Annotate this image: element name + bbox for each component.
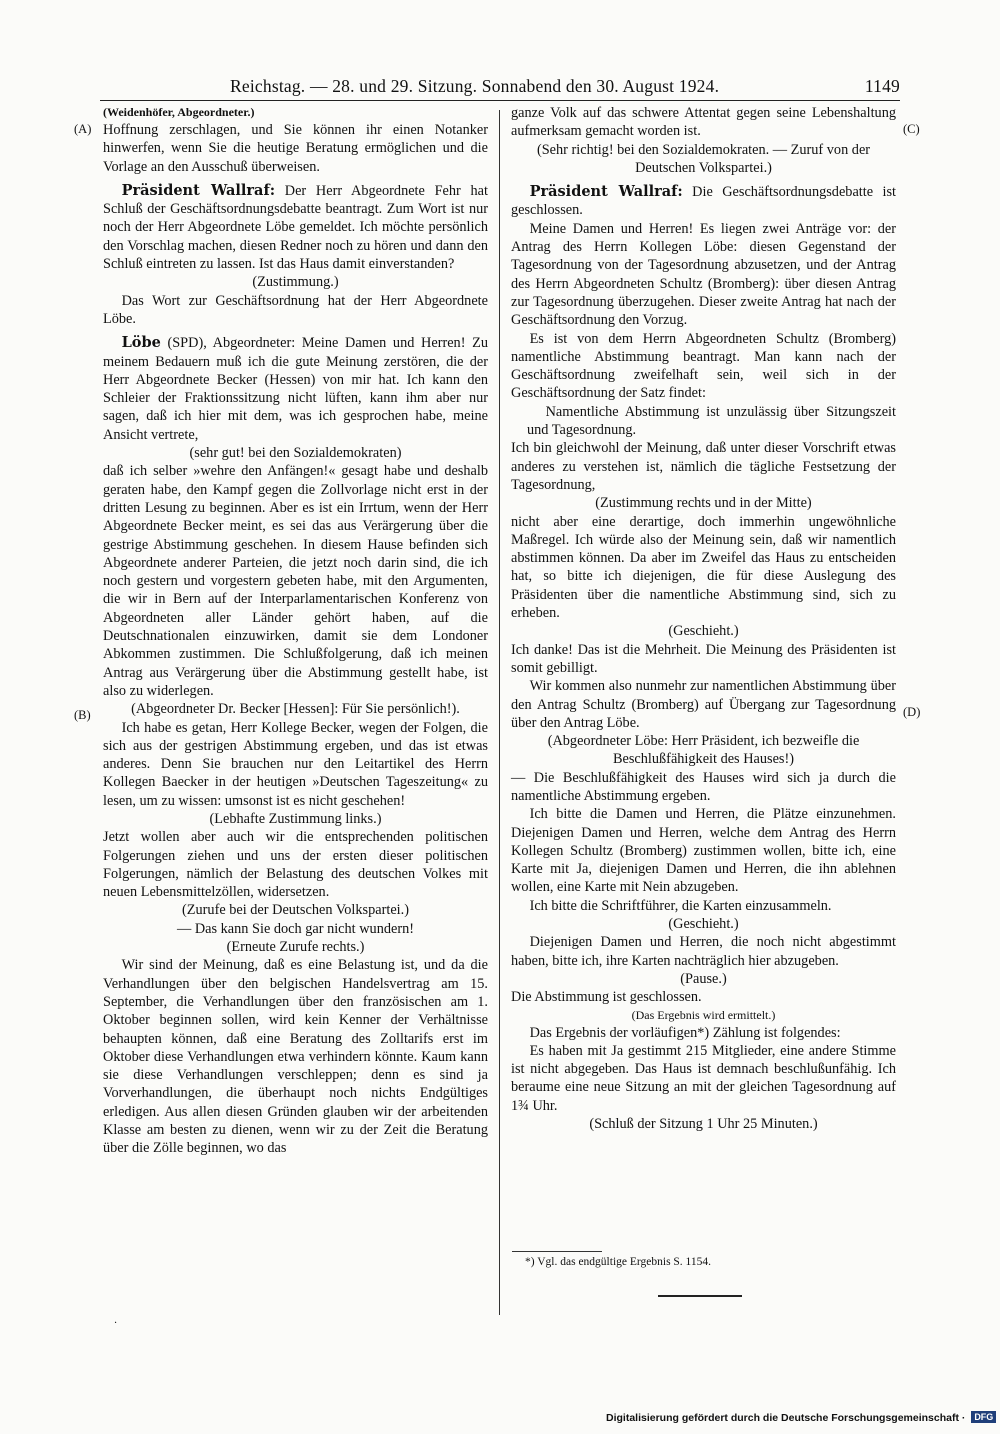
paragraph: Jetzt wollen aber auch wir die entsprechenden politischen Folgerungen ziehen und uns der ersten dieser politischen Folgerungen, nämlich der Belastung des deutschen Volkes mit neuen Lebensmittelzöllen, widersetzen. xyxy=(103,829,488,901)
paragraph: Das Ergebnis der vorläufigen*) Zählung ist folgendes: xyxy=(529,1024,841,1041)
paragraph: Ich danke! Das ist die Mehrheit. Die Meinung des Präsidenten ist somit gebilligt. xyxy=(511,641,896,676)
interjection: (Das Ergebnis wird ermittelt.) xyxy=(631,1007,776,1022)
paragraph: daß ich selber »wehre den Anfängen!« gesagt habe und deshalb geraten habe, den Kampf gegen die Zollvorlage nicht erst in der dritten Lesung zu beginnen. Aber es ist ein Irrtum, wenn der Herr Abgeordnete Becker meint, es sei das aus Verärgerung über die gestrige Abstimmung geschehen. In diesem Hause befinden sich Abgeordnete anderer Parteien, die jetzt noch darin sind, die ich noch gestern und vorgestern gebeten habe, mit den Argumenten, die wir in Bern auf der Interparlamentarischen Konferenz von Abgeordneten aller Länder gehört haben, auf die Deutschnationalen einzuwirken, damit sie dem Londoner Abkommen zustimmen. Die Schlußfolgerung, daß ich meinen Antrag aus Verärgerung über die Abstimmung gestellt habe, ist also zu widerlegen. xyxy=(103,463,488,699)
speech-text: (SPD), Abgeordneter: Meine Damen und Herren! Zu meinem Bedauern muß ich die gute Meinung zerstören, die der Herr Abgeordnete Becker (Hessen) von mir hat. Ich kann den Schleier der Fraktionssitzung nicht lüften, kann ihm aber nur sagen, daß ich hier mit dem, was ich gesprochen habe, meine Ansicht vertrete, xyxy=(103,335,488,443)
paragraph: Diejenigen Damen und Herren, die noch nicht abgestimmt haben, bitte ich, ihre Karten nachträglich hier abzugeben. xyxy=(511,934,896,969)
paragraph: nicht aber eine derartige, doch immerhin ungewöhnliche Maßregel. Ich würde also der Meinung sein, daß wir namentlich abstimmen können. Da aber im Zweifel das Haus zu entscheiden hat, so bitte ich diejenigen, die für diese Auslegung des Präsidenten über die namentliche Abstimmung sind, sich zu erheben. xyxy=(511,513,896,622)
footnote: *) Vgl. das endgültige Ergebnis S. 1154. xyxy=(525,1256,712,1268)
paragraph: — Die Beschlußfähigkeit des Hauses wird sich ja durch die namentliche Abstimmung ergeben. xyxy=(511,769,896,804)
interjection: — Das kann Sie doch gar nicht wundern! xyxy=(176,920,415,937)
interjection: (Abgeordneter Löbe: Herr Präsident, ich bezweifle die Beschlußfähigkeit des Hauses!) xyxy=(547,733,860,768)
margin-mark-c: (C) xyxy=(903,122,920,136)
speaker-continuation: (Weidenhöfer, Abgeordneter.) xyxy=(103,105,255,119)
interjection: (Geschieht.) xyxy=(668,916,739,933)
paragraph: Die Abstimmung ist geschlossen. xyxy=(511,989,702,1006)
column-divider xyxy=(499,110,500,1315)
interjection: (Geschieht.) xyxy=(668,623,739,640)
margin-mark-d: (D) xyxy=(903,705,921,719)
footnote-rule xyxy=(512,1251,602,1252)
paragraph: Ich bitte die Schriftführer, die Karten einzusammeln. xyxy=(529,897,832,914)
interjection: (sehr gut! bei den Sozialdemokraten) xyxy=(189,445,402,462)
right-column xyxy=(511,104,896,1133)
header-rule xyxy=(100,100,900,101)
speaker-name: Präsident Wallraf: xyxy=(121,181,276,199)
speech-paragraph xyxy=(103,182,488,273)
interjection: (Schluß der Sitzung 1 Uhr 25 Minuten.) xyxy=(589,1116,818,1133)
interjection: (Zustimmung.) xyxy=(252,274,339,291)
quoted-rule: Namentliche Abstimmung ist unzulässig über Sitzungszeit und Tagesordnung. xyxy=(527,403,896,439)
paragraph: Es haben mit Ja gestimmt 215 Mitglieder, eine andere Stimme ist nicht abgegeben. Das Haus ist demnach beschlußunfähig. Ich beraume eine neue Sitzung an mit der gleichen Tagesordnung auf 1¾ Uhr. xyxy=(511,1042,896,1114)
credit-text: Digitalisierung gefördert durch die Deutsche Forschungsgemeinschaft · xyxy=(606,1412,966,1424)
interjection: (Zustimmung rechts und in der Mitte) xyxy=(595,495,812,512)
end-rule xyxy=(658,1295,742,1297)
interjection: (Lebhafte Zustimmung links.) xyxy=(209,810,382,827)
left-column xyxy=(103,104,488,1158)
digitization-credit xyxy=(606,1411,994,1427)
paragraph: Ich bin gleichwohl der Meinung, daß unter dieser Vorschrift etwas anderes zu verstehen ist, nämlich die tägliche Festsetzung der Tagesordnung, xyxy=(511,440,896,493)
speech-text: Der Herr Abgeordnete Fehr hat Schluß der Geschäftsordnungsdebatte beantragt. Zum Wort ist nur noch der Herr Abgeordnete Löbe gemeldet. Ich möchte persönlich den Vorschlag machen, diesen Redner noch zu hören und dann den Schluß eintreten zu lassen. Ist das Haus damit einverstanden? xyxy=(103,182,488,273)
print-speck: · xyxy=(114,1318,118,1329)
paragraph: Das Wort zur Geschäftsordnung hat der Herr Abgeordnete Löbe. xyxy=(103,292,488,327)
paragraph: Es ist von dem Herrn Abgeordneten Schultz (Bromberg) namentliche Abstimmung beantragt. Man kann nach der Geschäftsordnung zweifelhaft sein, weil sich in der Geschäftsordnung der Satz findet: xyxy=(511,330,896,402)
interjection: (Sehr richtig! bei den Sozialdemokraten. — Zuruf von der Deutschen Volkspartei.) xyxy=(536,141,871,176)
margin-mark-b: (B) xyxy=(74,708,91,722)
paragraph: Meine Damen und Herren! Es liegen zwei Anträge vor: der Antrag des Herrn Kollegen Löbe: diesen Gegenstand der Tagesordnung von der Tagesordnung abzusetzen, und der Antrag des Herrn Abgeordneten Schultz (Bromberg): über diesen Antrag zur Tagesordnung überzugehen. Dieser zweite Antrag hat nach der Geschäftsordnung den Vorzug. xyxy=(511,220,896,329)
paragraph: Wir kommen also nunmehr zur namentlichen Abstimmung über den Antrag Schultz (Bromberg) auf Übergang zur Tagesordnung über den Antrag Löbe. xyxy=(511,678,896,731)
speaker-name: Präsident Wallraf: xyxy=(529,183,683,201)
interjection: (Pause.) xyxy=(680,970,727,987)
interjection: (Zurufe bei der Deutschen Volkspartei.) xyxy=(182,902,409,919)
interjection: (Abgeordneter Dr. Becker [Hessen]: Für Sie persönlich!). xyxy=(131,701,460,718)
dfg-logo: DFG xyxy=(971,1411,996,1423)
paragraph: Wir sind der Meinung, daß es eine Belastung ist, und da die Verhandlungen über den belgischen Handelsvertrag am 15. September, die Verhandlungen über den französischen am 1. Oktober beginnen sollen, wird kein Kenner der Verhältnisse behaupten können, daß eine Beratung des Zolltarifs erst im Oktober diese Verhandlungen etwa verhindern könnte. Kaum kann sie diese Verhandlungen verschleppen; denn es sind ja Vorverhandlungen, die überhaupt noch nichts Endgültiges erledigen. Aus allen diesen Gründen glauben wir der arbeitenden Klasse am besten zu dienen, wenn wir zu der Zeit die Beratung über die Zölle beginnen, wo das xyxy=(103,957,488,1157)
speech-paragraph xyxy=(103,334,488,444)
speech-paragraph xyxy=(511,183,896,220)
page-number: 1149 xyxy=(864,76,900,96)
paragraph: Hoffnung zerschlagen, und Sie können ihr einen Notanker hinwerfen, wenn Sie die heutige Beratung ermöglichen und die Vorlage an den Ausschuß überweisen. xyxy=(103,122,488,175)
running-header xyxy=(230,76,900,102)
paragraph: ganze Volk auf das schwere Attentat gegen seine Lebenshaltung aufmerksam gemacht worden ist. xyxy=(511,105,896,140)
header-title: Reichstag. — 28. und 29. Sitzung. Sonnabend den 30. August 1924. xyxy=(230,76,720,96)
margin-mark-a: (A) xyxy=(74,122,92,136)
paragraph: Ich bitte die Damen und Herren, die Plätze einzunehmen. Diejenigen Damen und Herren, welche dem Antrag des Herrn Kollegen Schultz (Bromberg) zustimmen wollen, bitte ich, eine Karte mit Ja, diejenigen Damen und Herren, die ihn ablehnen wollen, eine Karte mit Nein abzugeben. xyxy=(511,806,896,896)
speech-text: Die Geschäftsordnungsdebatte ist geschlossen. xyxy=(511,184,896,219)
paragraph: Ich habe es getan, Herr Kollege Becker, wegen der Folgen, die sich aus der gestrigen Abstimmung ergeben, und das ist etwas anderes. Denn Sie brauchen nur den Leitartikel des Herrn Kollegen Baecker in der heutigen »Deutschen Tageszeitung« zu lesen, um zu wissen: umsonst ist es nicht geschehen! xyxy=(103,719,488,809)
interjection: (Erneute Zurufe rechts.) xyxy=(226,939,365,956)
speaker-name: Löbe xyxy=(121,334,161,352)
